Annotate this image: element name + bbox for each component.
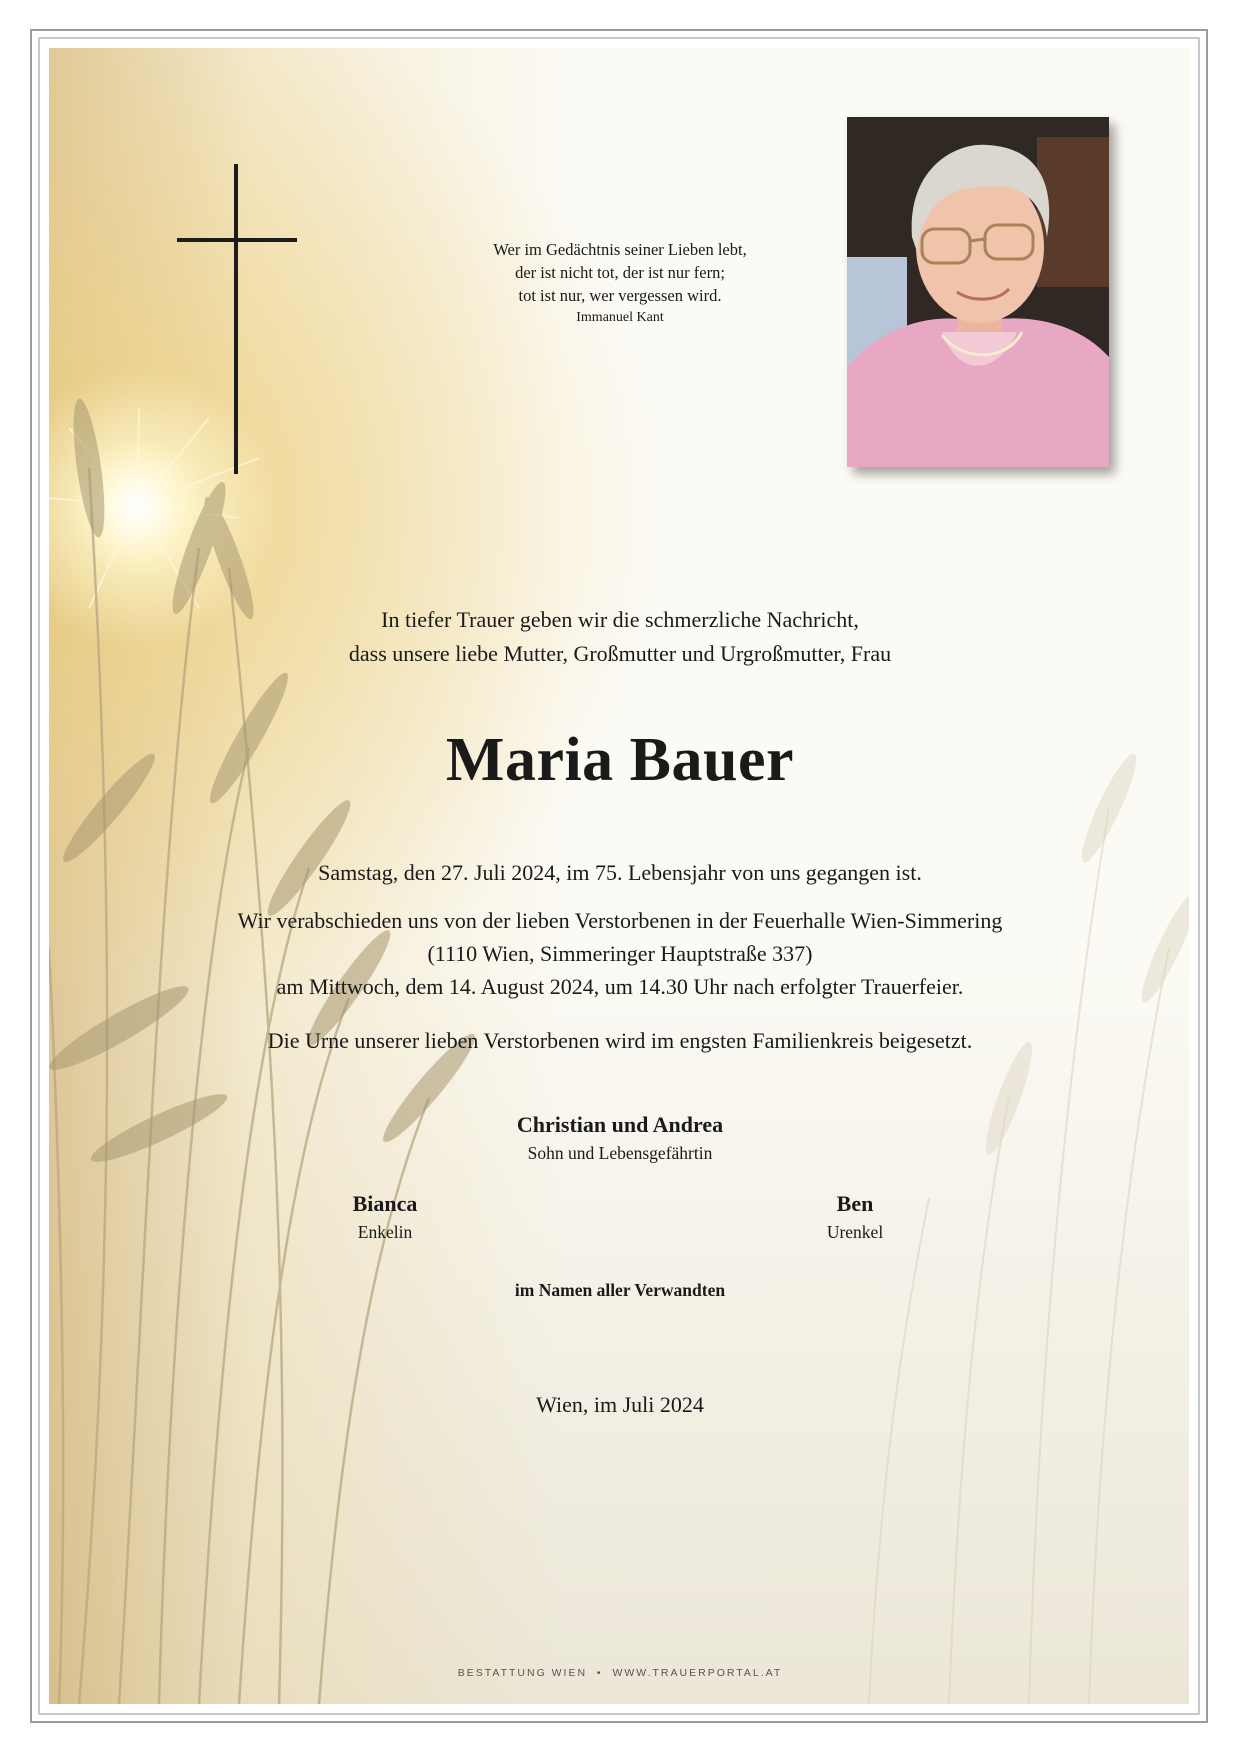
deceased-name: Maria Bauer [445, 726, 795, 794]
announcement-intro [220, 603, 1020, 671]
place-date: Wien, im Juli 2024 [536, 1392, 704, 1417]
farewell-line: Wir verabschieden uns von der lieben Verstorbenen in der Feuerhalle Wien-Simmering [237, 908, 1003, 933]
quote-line: tot ist nur, wer vergessen wird. [518, 286, 722, 305]
mourner-granddaughter [270, 1189, 500, 1245]
mourner-relation: Enkelin [357, 1222, 413, 1242]
intro-line: In tiefer Trauer geben wir die schmerzliche Nachricht, [381, 607, 859, 632]
footer [320, 1667, 920, 1679]
mourner-relation: Sohn und Lebensgefährtin [527, 1143, 713, 1163]
mourner-name: Ben [836, 1191, 874, 1216]
footer-website: WWW.TRAUERPORTAL.AT [612, 1667, 783, 1679]
footer-separator: • [596, 1667, 603, 1679]
death-date-line: Samstag, den 27. Juli 2024, im 75. Lebensjahr von uns gegangen ist. [318, 860, 922, 885]
mourner-son [420, 1110, 820, 1166]
quote-author: Immanuel Kant [576, 310, 664, 325]
mourner-great-grandson [740, 1189, 970, 1245]
farewell-line: am Mittwoch, dem 14. August 2024, um 14.30 Uhr nach erfolgter Trauerfeier. [276, 974, 964, 999]
farewell-line: (1110 Wien, Simmeringer Hauptstraße 337) [427, 941, 813, 966]
quote-line: Wer im Gedächtnis seiner Lieben lebt, [493, 240, 747, 259]
mourner-relation: Urenkel [826, 1222, 884, 1242]
portrait-photo [847, 117, 1109, 467]
mourner-name: Christian und Andrea [516, 1112, 724, 1137]
cross-icon [177, 164, 297, 474]
on-behalf-line: im Namen aller Verwandten [514, 1280, 726, 1300]
farewell-details [120, 904, 1120, 1003]
mourner-name: Bianca [352, 1191, 418, 1216]
memorial-quote [380, 238, 860, 329]
urn-burial-line: Die Urne unserer lieben Verstorbenen wird im engsten Familienkreis beigesetzt. [267, 1028, 973, 1053]
quote-line: der ist nicht tot, der ist nur fern; [515, 263, 725, 282]
footer-company: BESTATTUNG WIEN [457, 1667, 588, 1679]
intro-line: dass unsere liebe Mutter, Großmutter und Urgroßmutter, Frau [348, 641, 892, 666]
